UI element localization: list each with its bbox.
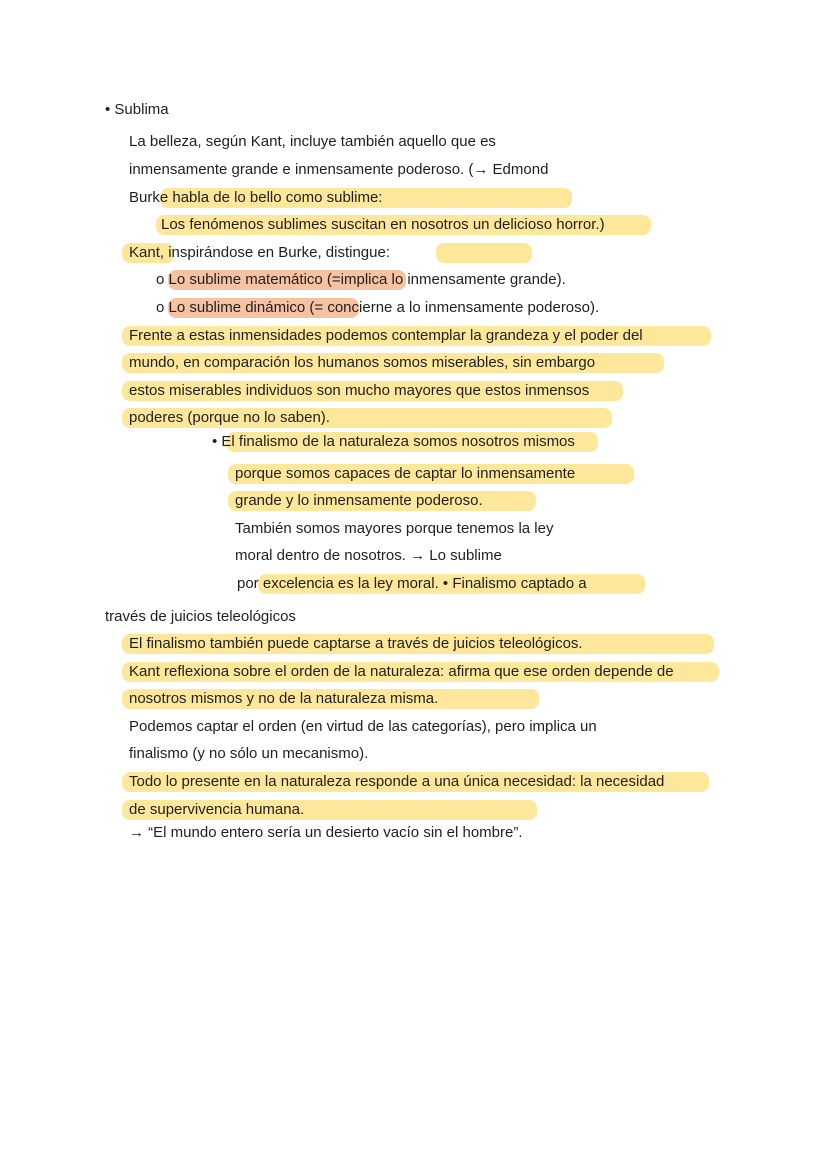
paragraph-line — [129, 717, 597, 737]
paragraph-line — [129, 353, 595, 373]
text-line: Kant reflexiona sobre el orden de la naturaleza: afirma que ese orden depende de — [129, 663, 674, 680]
text-line: Podemos captar el orden (en virtud de las categorías), pero implica un — [129, 718, 597, 735]
text-line: grande y lo inmensamente poderoso. — [235, 492, 483, 509]
paragraph-line — [129, 243, 390, 263]
text-line: Kant, inspirándose en Burke, distingue: — [129, 244, 390, 261]
text-line: de supervivencia humana. — [129, 801, 305, 818]
text-line: finalismo (y no sólo un mecanismo). — [129, 745, 369, 762]
text-line: mundo, en comparación los humanos somos miserables, sin embargo — [129, 354, 596, 371]
text-line: o Lo sublime matemático (=implica lo inmensamente grande). — [156, 271, 566, 288]
highlight-mark — [436, 243, 532, 263]
text-line: • Sublima — [105, 101, 169, 118]
text-line: inmensamente grande e inmensamente poderoso. (→ Edmond — [129, 161, 549, 178]
text-line: moral dentro de nosotros. → Lo sublime — [235, 547, 502, 564]
paragraph-line — [129, 772, 664, 792]
text-line: porque somos capaces de captar lo inmensamente — [235, 465, 576, 482]
paragraph-line — [235, 546, 502, 566]
text-line: Frente a estas inmensidades podemos contemplar la grandeza y el poder del — [129, 327, 643, 344]
text-line: nosotros mismos y no de la naturaleza misma. — [129, 690, 439, 707]
text-line: → “El mundo entero sería un desierto vacío sin el hombre”. — [129, 824, 523, 841]
text-line: Burke habla de lo bello como sublime: — [129, 189, 383, 206]
text-line: Los fenómenos sublimes suscitan en nosotros un delicioso horror.) — [161, 216, 605, 233]
list-item-sublime-dinamico — [156, 298, 599, 318]
paragraph-line — [129, 634, 583, 654]
paragraph-line — [237, 574, 587, 594]
text-line: estos miserables individuos son mucho mayores que estos inmensos — [129, 382, 590, 399]
paragraph-line — [129, 188, 382, 208]
text-line: través de juicios teleológicos — [105, 608, 296, 625]
paragraph-line — [129, 800, 304, 820]
paragraph-line — [235, 464, 575, 484]
paragraph-line — [129, 326, 643, 346]
paragraph-line — [129, 132, 496, 152]
paragraph-line — [235, 491, 483, 511]
text-line: También somos mayores porque tenemos la ley — [235, 520, 554, 537]
text-line: por excelencia es la ley moral. • Finalismo captado a — [237, 575, 587, 592]
section-heading-teleologicos — [105, 607, 296, 627]
paragraph-line — [235, 519, 554, 539]
quote-line — [129, 823, 523, 843]
paragraph-line — [129, 408, 330, 428]
text-line: El finalismo también puede captarse a través de juicios teleológicos. — [129, 635, 583, 652]
list-item-sublime-matematico — [156, 270, 566, 290]
paragraph-line — [161, 215, 605, 235]
text-line: La belleza, según Kant, incluye también aquello que es — [129, 133, 496, 150]
paragraph-line — [129, 689, 438, 709]
paragraph-line — [129, 744, 368, 764]
bullet-finalismo-naturaleza — [212, 432, 575, 452]
text-line: • El finalismo de la naturaleza somos nosotros mismos — [212, 433, 575, 450]
text-line: poderes (porque no lo saben). — [129, 409, 330, 426]
text-line: Todo lo presente en la naturaleza responde a una única necesidad: la necesidad — [129, 773, 665, 790]
paragraph-line — [129, 160, 548, 180]
section-heading-sublima — [105, 100, 169, 120]
paragraph-line — [129, 381, 589, 401]
paragraph-line — [129, 662, 674, 682]
text-line: o Lo sublime dinámico (= concierne a lo inmensamente poderoso). — [156, 299, 600, 316]
